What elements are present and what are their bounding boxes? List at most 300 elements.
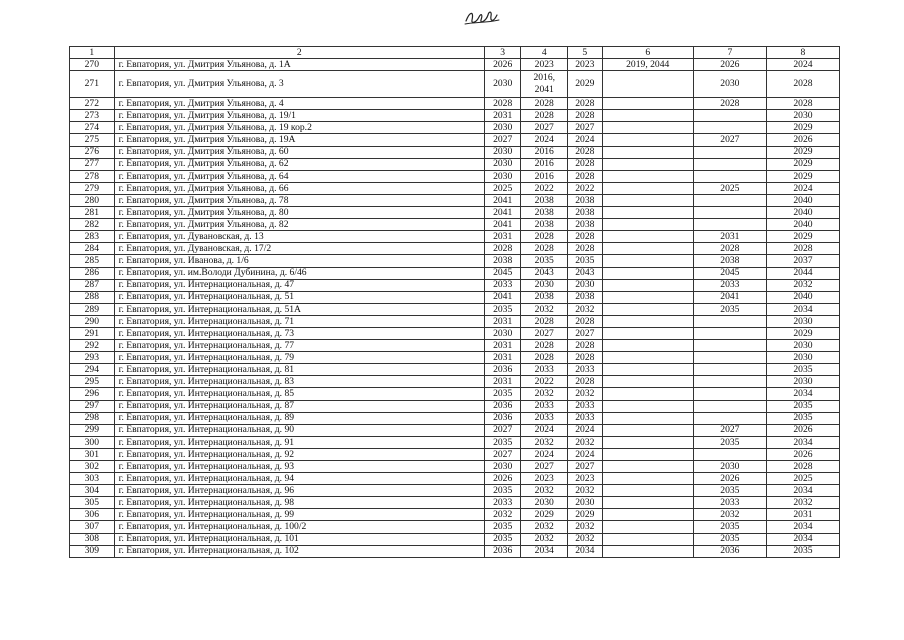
year-col-6-cell [602,170,693,182]
year-col-5-cell: 2034 [568,545,602,557]
year-col-5-cell: 2032 [568,388,602,400]
table-row [70,473,840,485]
year-col-7-cell: 2041 [693,291,766,303]
year-col-4-cell: 2032 [521,303,568,315]
table-row [70,497,840,509]
year-col-6-cell [602,400,693,412]
year-col-4-cell: 2030 [521,497,568,509]
year-col-4-cell: 2030 [521,279,568,291]
year-col-8-cell: 2034 [766,303,839,315]
row-number-cell: 309 [70,545,115,557]
year-col-8-cell: 2040 [766,219,839,231]
handwritten-signature-icon [462,6,502,28]
year-col-3-cell: 2035 [484,521,521,533]
year-col-6-cell [602,473,693,485]
year-col-6-cell [602,448,693,460]
year-col-4-cell: 2028 [521,243,568,255]
address-cell: г. Евпатория, ул. Интернациональная, д. 83 [114,376,484,388]
address-cell: г. Евпатория, ул. Дмитрия Ульянова, д. 3 [114,71,484,98]
year-col-3-cell: 2036 [484,364,521,376]
year-col-3-cell: 2030 [484,170,521,182]
year-col-3-cell: 2025 [484,182,521,194]
year-col-5-cell: 2028 [568,110,602,122]
address-cell: г. Евпатория, ул. Интернациональная, д. 71 [114,315,484,327]
year-col-6-cell [602,521,693,533]
column-header-3: 3 [484,47,521,59]
year-col-8-cell: 2028 [766,71,839,98]
address-cell: г. Евпатория, ул. Интернациональная, д. 96 [114,485,484,497]
table-row [70,388,840,400]
year-col-4-cell: 2022 [521,182,568,194]
address-cell: г. Евпатория, ул. Интернациональная, д. 101 [114,533,484,545]
year-col-5-cell: 2033 [568,364,602,376]
year-col-8-cell: 2026 [766,424,839,436]
year-col-7-cell: 2035 [693,533,766,545]
year-col-8-cell: 2034 [766,485,839,497]
year-col-7-cell: 2038 [693,255,766,267]
year-col-7-cell: 2030 [693,71,766,98]
year-col-3-cell: 2031 [484,110,521,122]
year-col-8-cell: 2040 [766,207,839,219]
year-col-5-cell: 2024 [568,134,602,146]
column-header-4: 4 [521,47,568,59]
year-col-5-cell: 2024 [568,448,602,460]
row-number-cell: 307 [70,521,115,533]
table-row [70,376,840,388]
year-col-6-cell [602,461,693,473]
year-col-3-cell: 2030 [484,122,521,134]
address-cell: г. Евпатория, ул. Интернациональная, д. 77 [114,340,484,352]
year-col-4-cell: 2024 [521,134,568,146]
year-col-4-cell: 2038 [521,194,568,206]
year-col-5-cell: 2028 [568,146,602,158]
year-col-5-cell: 2028 [568,231,602,243]
year-col-3-cell: 2026 [484,59,521,71]
address-cell: г. Евпатория, ул. им.Володи Дубинина, д. 6/46 [114,267,484,279]
year-col-8-cell: 2029 [766,231,839,243]
year-col-7-cell: 2035 [693,485,766,497]
row-number-cell: 272 [70,98,115,110]
address-cell: г. Евпатория, ул. Дмитрия Ульянова, д. 60 [114,146,484,158]
year-col-7-cell [693,340,766,352]
year-col-6-cell [602,545,693,557]
year-col-7-cell: 2025 [693,182,766,194]
year-col-3-cell: 2041 [484,207,521,219]
address-cell: г. Евпатория, ул. Интернациональная, д. 87 [114,400,484,412]
address-cell: г. Евпатория, ул. Дмитрия Ульянова, д. 80 [114,207,484,219]
year-col-4-cell: 2024 [521,448,568,460]
year-col-7-cell [693,170,766,182]
year-col-7-cell: 2027 [693,424,766,436]
column-header-5: 5 [568,47,602,59]
year-col-7-cell [693,219,766,231]
year-col-7-cell [693,158,766,170]
year-col-5-cell: 2033 [568,412,602,424]
row-number-cell: 306 [70,509,115,521]
year-col-8-cell: 2026 [766,448,839,460]
year-col-3-cell: 2041 [484,291,521,303]
year-col-6-cell [602,182,693,194]
year-col-6-cell [602,71,693,98]
table-row [70,98,840,110]
table-row [70,267,840,279]
year-col-6-cell [602,134,693,146]
year-col-7-cell: 2027 [693,134,766,146]
year-col-3-cell: 2030 [484,461,521,473]
year-col-7-cell [693,194,766,206]
year-col-6-cell [602,327,693,339]
year-col-4-cell: 2027 [521,122,568,134]
row-number-cell: 295 [70,376,115,388]
year-col-8-cell: 2028 [766,461,839,473]
table-row [70,71,840,98]
table-row [70,146,840,158]
year-col-8-cell: 2035 [766,400,839,412]
year-col-8-cell: 2035 [766,412,839,424]
year-col-3-cell: 2036 [484,400,521,412]
year-col-6-cell [602,231,693,243]
year-col-5-cell: 2023 [568,473,602,485]
year-col-7-cell [693,352,766,364]
address-cell: г. Евпатория, ул. Интернациональная, д. 102 [114,545,484,557]
year-col-5-cell: 2032 [568,436,602,448]
year-col-4-cell: 2032 [521,388,568,400]
year-col-6-cell [602,279,693,291]
year-col-8-cell: 2029 [766,327,839,339]
year-col-6-cell [602,255,693,267]
year-col-8-cell: 2034 [766,436,839,448]
year-col-7-cell: 2035 [693,303,766,315]
year-col-8-cell: 2024 [766,59,839,71]
year-col-6-cell [602,533,693,545]
year-col-5-cell: 2027 [568,122,602,134]
year-col-3-cell: 2036 [484,412,521,424]
row-number-cell: 291 [70,327,115,339]
table-row [70,182,840,194]
year-col-7-cell [693,376,766,388]
year-col-4-cell: 2028 [521,98,568,110]
table-row [70,207,840,219]
row-number-cell: 277 [70,158,115,170]
year-col-3-cell: 2033 [484,279,521,291]
year-col-7-cell: 2028 [693,243,766,255]
column-header-1: 1 [70,47,115,59]
year-col-5-cell: 2032 [568,521,602,533]
year-col-7-cell [693,412,766,424]
year-col-4-cell: 2027 [521,461,568,473]
year-col-7-cell: 2033 [693,497,766,509]
year-col-4-cell: 2038 [521,291,568,303]
table-row [70,255,840,267]
row-number-cell: 302 [70,461,115,473]
year-col-4-cell: 2028 [521,340,568,352]
year-col-3-cell: 2027 [484,134,521,146]
row-number-cell: 270 [70,59,115,71]
year-col-5-cell: 2030 [568,279,602,291]
address-cell: г. Евпатория, ул. Интернациональная, д. 100/2 [114,521,484,533]
row-number-cell: 289 [70,303,115,315]
year-col-7-cell [693,110,766,122]
year-col-5-cell: 2038 [568,207,602,219]
year-col-4-cell: 2023 [521,473,568,485]
year-col-7-cell [693,327,766,339]
year-col-7-cell: 2032 [693,509,766,521]
year-col-5-cell: 2028 [568,98,602,110]
year-col-8-cell: 2030 [766,340,839,352]
year-col-4-cell: 2033 [521,400,568,412]
year-col-8-cell: 2024 [766,182,839,194]
year-col-6-cell [602,497,693,509]
address-cell: г. Евпатория, ул. Интернациональная, д. 85 [114,388,484,400]
table-row [70,424,840,436]
year-col-5-cell: 2028 [568,340,602,352]
year-col-3-cell: 2028 [484,243,521,255]
year-col-3-cell: 2035 [484,485,521,497]
table-row [70,231,840,243]
row-number-cell: 286 [70,267,115,279]
table-row [70,243,840,255]
table-row [70,521,840,533]
year-col-8-cell: 2032 [766,279,839,291]
year-col-8-cell: 2032 [766,497,839,509]
year-col-3-cell: 2026 [484,473,521,485]
year-col-6-cell [602,340,693,352]
address-cell: г. Евпатория, ул. Интернациональная, д. 93 [114,461,484,473]
year-col-3-cell: 2030 [484,158,521,170]
year-col-8-cell: 2034 [766,388,839,400]
year-col-8-cell: 2030 [766,376,839,388]
year-col-5-cell: 2029 [568,71,602,98]
row-number-cell: 292 [70,340,115,352]
year-col-3-cell: 2030 [484,146,521,158]
table-row [70,59,840,71]
row-number-cell: 293 [70,352,115,364]
year-col-6-cell [602,243,693,255]
table-row [70,303,840,315]
year-col-4-cell: 2028 [521,352,568,364]
year-col-4-cell: 2022 [521,376,568,388]
year-col-5-cell: 2038 [568,291,602,303]
year-col-3-cell: 2030 [484,71,521,98]
year-col-8-cell: 2029 [766,146,839,158]
row-number-cell: 305 [70,497,115,509]
year-col-7-cell [693,315,766,327]
address-cell: г. Евпатория, ул. Иванова, д. 1/6 [114,255,484,267]
year-col-6-cell [602,158,693,170]
address-cell: г. Евпатория, ул. Интернациональная, д. 51 [114,291,484,303]
year-col-7-cell [693,364,766,376]
table-row [70,533,840,545]
year-col-3-cell: 2032 [484,509,521,521]
table-row [70,327,840,339]
address-cell: г. Евпатория, ул. Интернациональная, д. 47 [114,279,484,291]
year-col-6-cell [602,194,693,206]
year-col-5-cell: 2043 [568,267,602,279]
year-col-4-cell: 2028 [521,231,568,243]
year-col-7-cell: 2030 [693,461,766,473]
year-col-6-cell: 2019, 2044 [602,59,693,71]
row-number-cell: 280 [70,194,115,206]
address-cell: г. Евпатория, ул. Дмитрия Ульянова, д. 19А [114,134,484,146]
address-cell: г. Евпатория, ул. Дмитрия Ульянова, д. 19/1 [114,110,484,122]
year-col-3-cell: 2035 [484,303,521,315]
year-col-8-cell: 2037 [766,255,839,267]
table-row [70,134,840,146]
address-cell: г. Евпатория, ул. Интернациональная, д. 89 [114,412,484,424]
address-cell: г. Евпатория, ул. Интернациональная, д. 92 [114,448,484,460]
row-number-cell: 288 [70,291,115,303]
row-number-cell: 276 [70,146,115,158]
year-col-7-cell: 2035 [693,521,766,533]
year-col-7-cell [693,122,766,134]
year-col-8-cell: 2026 [766,134,839,146]
year-col-4-cell: 2016 [521,146,568,158]
column-header-8: 8 [766,47,839,59]
year-col-5-cell: 2033 [568,400,602,412]
year-col-3-cell: 2027 [484,424,521,436]
year-col-3-cell: 2038 [484,255,521,267]
address-cell: г. Евпатория, ул. Интернациональная, д. 79 [114,352,484,364]
row-number-cell: 303 [70,473,115,485]
row-number-cell: 299 [70,424,115,436]
table-body [70,59,840,558]
year-col-6-cell [602,146,693,158]
year-col-3-cell: 2035 [484,533,521,545]
row-number-cell: 304 [70,485,115,497]
address-cell: г. Евпатория, ул. Дмитрия Ульянова, д. 78 [114,194,484,206]
year-col-3-cell: 2036 [484,545,521,557]
year-col-6-cell [602,388,693,400]
table-row [70,400,840,412]
year-col-8-cell: 2029 [766,170,839,182]
year-col-7-cell [693,146,766,158]
year-col-7-cell: 2045 [693,267,766,279]
year-col-8-cell: 2025 [766,473,839,485]
year-col-6-cell [602,219,693,231]
year-col-7-cell: 2033 [693,279,766,291]
year-col-6-cell [602,376,693,388]
year-col-8-cell: 2030 [766,315,839,327]
address-cell: г. Евпатория, ул. Дмитрия Ульянова, д. 62 [114,158,484,170]
row-number-cell: 271 [70,71,115,98]
year-col-5-cell: 2029 [568,509,602,521]
year-col-4-cell: 2032 [521,485,568,497]
year-col-8-cell: 2029 [766,158,839,170]
table-row [70,509,840,521]
address-cell: г. Евпатория, ул. Дмитрия Ульянова, д. 19 кор.2 [114,122,484,134]
year-col-5-cell: 2028 [568,158,602,170]
year-col-7-cell: 2031 [693,231,766,243]
year-col-3-cell: 2031 [484,352,521,364]
year-col-8-cell: 2040 [766,194,839,206]
year-col-4-cell: 2016, 2041 [521,71,568,98]
year-col-5-cell: 2032 [568,533,602,545]
year-col-8-cell: 2040 [766,291,839,303]
year-col-5-cell: 2023 [568,59,602,71]
row-number-cell: 300 [70,436,115,448]
address-cell: г. Евпатория, ул. Дмитрия Ульянова, д. 4 [114,98,484,110]
year-col-7-cell [693,388,766,400]
year-col-3-cell: 2031 [484,340,521,352]
year-col-3-cell: 2033 [484,497,521,509]
row-number-cell: 294 [70,364,115,376]
row-number-cell: 274 [70,122,115,134]
table-row [70,461,840,473]
year-col-3-cell: 2041 [484,219,521,231]
address-cell: г. Евпатория, ул. Интернациональная, д. 81 [114,364,484,376]
year-col-6-cell [602,485,693,497]
address-cell: г. Евпатория, ул. Интернациональная, д. 90 [114,424,484,436]
address-cell: г. Евпатория, ул. Дмитрия Ульянова, д. 1А [114,59,484,71]
table-row [70,291,840,303]
year-col-5-cell: 2028 [568,170,602,182]
year-col-4-cell: 2016 [521,170,568,182]
column-header-2: 2 [114,47,484,59]
year-col-7-cell [693,400,766,412]
row-number-cell: 284 [70,243,115,255]
table-row [70,485,840,497]
row-number-cell: 298 [70,412,115,424]
table-row [70,315,840,327]
year-col-8-cell: 2035 [766,545,839,557]
column-number-row [70,47,840,59]
address-cell: г. Евпатория, ул. Дмитрия Ульянова, д. 64 [114,170,484,182]
year-col-3-cell: 2031 [484,315,521,327]
row-number-cell: 283 [70,231,115,243]
year-col-4-cell: 2024 [521,424,568,436]
year-col-5-cell: 2038 [568,194,602,206]
column-header-7: 7 [693,47,766,59]
table-row [70,170,840,182]
year-col-4-cell: 2038 [521,219,568,231]
year-col-6-cell [602,122,693,134]
year-col-3-cell: 2035 [484,436,521,448]
year-col-8-cell: 2044 [766,267,839,279]
year-col-6-cell [602,412,693,424]
year-col-6-cell [602,110,693,122]
row-number-cell: 296 [70,388,115,400]
year-col-5-cell: 2030 [568,497,602,509]
year-col-8-cell: 2028 [766,98,839,110]
table-row [70,352,840,364]
year-col-6-cell [602,436,693,448]
column-header-6: 6 [602,47,693,59]
year-col-5-cell: 2038 [568,219,602,231]
row-number-cell: 301 [70,448,115,460]
year-col-6-cell [602,315,693,327]
year-col-4-cell: 2027 [521,327,568,339]
year-col-8-cell: 2030 [766,352,839,364]
row-number-cell: 287 [70,279,115,291]
year-col-5-cell: 2027 [568,461,602,473]
year-col-4-cell: 2034 [521,545,568,557]
year-col-4-cell: 2028 [521,315,568,327]
address-cell: г. Евпатория, ул. Дмитрия Ульянова, д. 82 [114,219,484,231]
row-number-cell: 278 [70,170,115,182]
year-col-6-cell [602,291,693,303]
table-row [70,158,840,170]
address-cell: г. Евпатория, ул. Дувановская, д. 17/2 [114,243,484,255]
table-row [70,364,840,376]
year-col-8-cell: 2034 [766,521,839,533]
year-col-3-cell: 2041 [484,194,521,206]
year-col-4-cell: 2029 [521,509,568,521]
year-col-4-cell: 2032 [521,521,568,533]
year-col-3-cell: 2035 [484,388,521,400]
year-col-4-cell: 2043 [521,267,568,279]
year-col-3-cell: 2027 [484,448,521,460]
table-row [70,194,840,206]
